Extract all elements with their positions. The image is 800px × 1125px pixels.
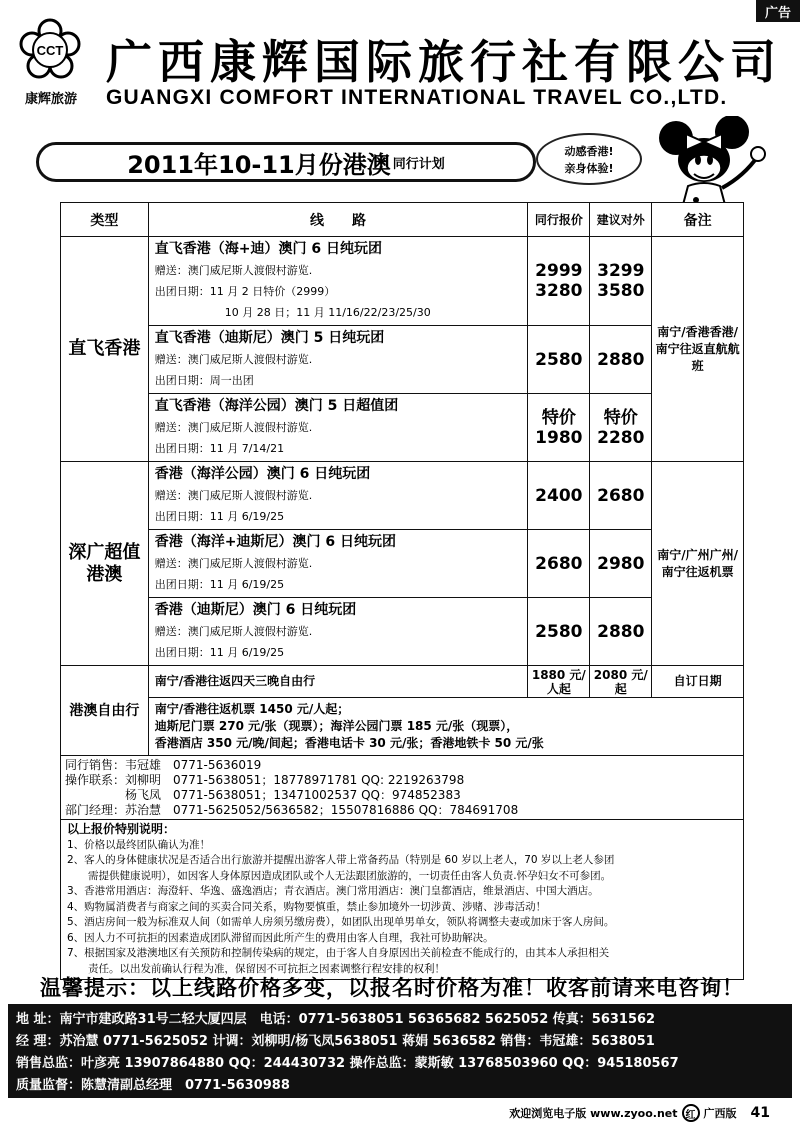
route-gift: 赠送：澳门威尼斯人渡假村游览. (154, 557, 313, 570)
route-title: 直飞香港（海+迪）澳门 6 日纯玩团 (154, 241, 382, 257)
contact-row (61, 756, 744, 820)
table-row (61, 530, 744, 598)
route-cell (148, 666, 528, 698)
footer-line: 质量监督：陈慧清副总经理 0771-5630988 (16, 1078, 290, 1093)
header-type: 类型 (61, 203, 149, 237)
footer-contact (8, 1004, 792, 1098)
special-label: 特价 (603, 407, 638, 428)
route-gift: 赠送：澳门威尼斯人渡假村游览. (154, 625, 313, 638)
route-cell (148, 394, 528, 462)
company-name-cn: 广西康辉国际旅行社有限公司 (106, 35, 782, 89)
peer-price (528, 394, 590, 462)
header-note: 备注 (652, 203, 744, 237)
header-route: 线 路 (148, 203, 528, 237)
peer-price: 2580 (528, 326, 590, 394)
ticket-line: 香港酒店 350 元/晚/间起；香港电话卡 30 元/张；香港地铁卡 50 元/张 (154, 736, 544, 750)
page-footer (509, 1104, 770, 1122)
header (8, 14, 792, 112)
retail-price-value: 2280 (597, 427, 645, 448)
peer-price: 2580 (528, 598, 590, 666)
ticket-info (148, 698, 743, 756)
page-number: 41 (750, 1105, 770, 1121)
retail-price: 2880 (590, 598, 652, 666)
note-direct: 南宁/香港香港/南宁往返直航航班 (652, 237, 744, 462)
route-date-extra: 10 月 28 日；11 月 11/16/22/23/25/30 (224, 306, 431, 319)
ad-tag: 广告 (756, 0, 800, 22)
notice-line: 责任。以出发前确认行程为准，保留因不可抗拒之因素调整行程安排的权利！ (67, 962, 445, 975)
company-logo (8, 18, 94, 110)
footer-line: 销售总监：叶彦亮 13907864880 QQ：244430732 操作总监：蒙斯敏 13768503960 QQ：945180567 (16, 1056, 679, 1071)
warm-tip: 温馨提示：以上线路价格多变，以报名时价格为准！收客前请来电咨询！ (40, 976, 744, 1000)
table-header-row (61, 203, 744, 237)
peer-price-value: 1980 (535, 427, 583, 448)
route-title: 南宁/香港往返四天三晚自由行 (154, 674, 316, 688)
special-label: 特价 (541, 407, 576, 428)
route-title: 香港（海洋+迪斯尼）澳门 6 日纯玩团 (154, 534, 396, 550)
retail-price: 2680 (590, 462, 652, 530)
site-link[interactable]: 欢迎浏览电子版 www.zyoo.net (509, 1107, 678, 1120)
retail-price (590, 237, 652, 326)
contact-line: 操作联系：刘柳明 0771-5638051；18778971781 QQ: 2219263798 (65, 772, 465, 787)
table-row (61, 666, 744, 698)
peer-price: 2400 (528, 462, 590, 530)
notice-line: 4、购物属消费者与商家之间的买卖合同关系，购物要慎重，禁止参加境外一切涉黄、涉赌、涉毒活动！ (67, 900, 547, 913)
table-row (61, 237, 744, 326)
plan-suffix: 同行计划 (392, 156, 445, 172)
notice-line: 6、因人力不可抗拒的因素造成团队滞留而因此所产生的费用由客人自理，我社可协助解决。 (67, 931, 494, 944)
contact-line: 部门经理：苏治慧 0771-5625052/5636582；15507816886 QQ：784691708 (65, 802, 519, 817)
header-peer-price: 同行报价 (528, 203, 590, 237)
bubble-line-1: 动感香港! (564, 145, 614, 158)
route-cell (148, 237, 528, 326)
route-title: 香港（迪斯尼）澳门 6 日纯玩团 (154, 602, 357, 618)
contact-line: 同行销售：韦冠雄 0771-5636019 (65, 757, 262, 772)
logo-abbr: CCT (36, 43, 64, 58)
flower-logo-icon (18, 18, 82, 82)
table-row (61, 598, 744, 666)
category-direct: 直飞香港 (61, 237, 149, 462)
route-date: 出团日期：11 月 2 日特价（2999） (154, 285, 336, 298)
route-gift: 赠送：澳门威尼斯人渡假村游览. (154, 421, 313, 434)
peer-price: 1880 元/人起 (528, 666, 590, 698)
footer-line: 经 理：苏治慧 0771-5625052 计调：刘柳明/杨飞凤5638051 蒋娟 5636582 销售：韦冠雄：5638051 (16, 1034, 655, 1049)
route-gift: 赠送：澳门威尼斯人渡假村游览. (154, 264, 313, 277)
ticket-line: 迪斯尼门票 270 元/张（现票）；海洋公园门票 185 元/张（现票）， (154, 719, 519, 733)
company-name-en: GUANGXI COMFORT INTERNATIONAL TRAVEL CO.,LTD. (106, 86, 728, 109)
publisher-icon: 红 (682, 1104, 700, 1122)
route-title: 直飞香港（迪斯尼）澳门 5 日纯玩团 (154, 330, 385, 346)
route-cell (148, 530, 528, 598)
peer-price-value: 2999 (535, 261, 583, 281)
category-free: 港澳自由行 (61, 666, 149, 756)
logo-text: 康辉旅游 (24, 92, 77, 107)
retail-price-value-2: 3580 (597, 281, 645, 301)
notice-line: 需提供健康说明），如因客人身体原因造成团队或个人无法跟团旅游的，一切责任由客人负责.怀孕妇女不可参团。 (67, 869, 612, 882)
route-cell (148, 462, 528, 530)
route-title: 直飞香港（海洋公园）澳门 5 日超值团 (154, 398, 399, 414)
route-cell (148, 598, 528, 666)
retail-price: 2880 (590, 326, 652, 394)
retail-price (590, 394, 652, 462)
speech-bubble (536, 133, 642, 185)
contact-info (61, 756, 744, 820)
notice-row (61, 820, 744, 980)
notice-line: 5、酒店房间一般为标准双人间（如需单人房须另缴房费），如团队出现单男单女，领队将调整夫妻或加床于客人房间。 (67, 916, 615, 928)
route-date: 出团日期：11 月 7/14/21 (154, 442, 285, 455)
peer-price: 2680 (528, 530, 590, 598)
notice-info (61, 820, 744, 980)
ticket-line: 南宁/香港往返机票 1450 元/人起； (154, 702, 350, 716)
route-date: 出团日期：11 月 6/19/25 (154, 646, 285, 659)
retail-price: 2980 (590, 530, 652, 598)
note-shenzhen: 南宁/广州广州/南宁往返机票 (652, 462, 744, 666)
note-free: 自订日期 (652, 666, 744, 698)
publisher-brand: 广西版 (703, 1107, 737, 1120)
footer-line: 地 址：南宁市建政路31号二轻大厦四层 电话：0771-5638051 56365682 5625052 传真：5631562 (16, 1012, 656, 1027)
retail-price: 2080 元/起 (590, 666, 652, 698)
category-shenzhen: 深广超值港澳 (61, 462, 149, 666)
table-row (61, 462, 744, 530)
table-row (61, 698, 744, 756)
table-row (61, 394, 744, 462)
bubble-line-2: 亲身体验! (564, 162, 614, 175)
table-row (61, 326, 744, 394)
contact-line: 杨飞凤 0771-5638051；13471002537 QQ：974852383 (65, 787, 461, 802)
header-retail-price: 建议对外 (590, 203, 652, 237)
route-title: 香港（海洋公园）澳门 6 日纯玩团 (154, 466, 371, 482)
peer-price-value-2: 3280 (535, 281, 583, 301)
route-gift: 赠送：澳门威尼斯人渡假村游览. (154, 489, 313, 502)
route-date: 出团日期：周一出团 (154, 374, 254, 387)
route-gift: 赠送：澳门威尼斯人渡假村游览. (154, 353, 313, 366)
notice-line: 3、香港常用酒店：海澄轩、华逸、盛逸酒店；青衣酒店。澳门常用酒店：澳门皇都酒店，维景酒店、中国大酒店。 (67, 885, 599, 897)
notice-heading: 以上报价特别说明： (67, 822, 176, 836)
route-cell (148, 326, 528, 394)
route-date: 出团日期：11 月 6/19/25 (154, 510, 285, 523)
notice-line: 7、根据国家及港澳地区有关预防和控制传染病的规定，由于客人自身原因出关前检查不能成行的，由其本人承担相关 (67, 947, 610, 959)
retail-price-value: 3299 (597, 261, 645, 281)
plan-title: 2011年10-11月份港澳 (127, 150, 391, 179)
plan-banner (36, 142, 536, 182)
tour-price-table (60, 202, 744, 980)
peer-price (528, 237, 590, 326)
route-date: 出团日期：11 月 6/19/25 (154, 578, 285, 591)
notice-line: 1、价格以最终团队确认为准！ (67, 838, 211, 851)
notice-line: 2、客人的身体健康状况是否适合出行旅游并提醒出游客人带上常备药品（特别是 60 岁以上老人，70 岁以上老人参团 (67, 854, 615, 866)
